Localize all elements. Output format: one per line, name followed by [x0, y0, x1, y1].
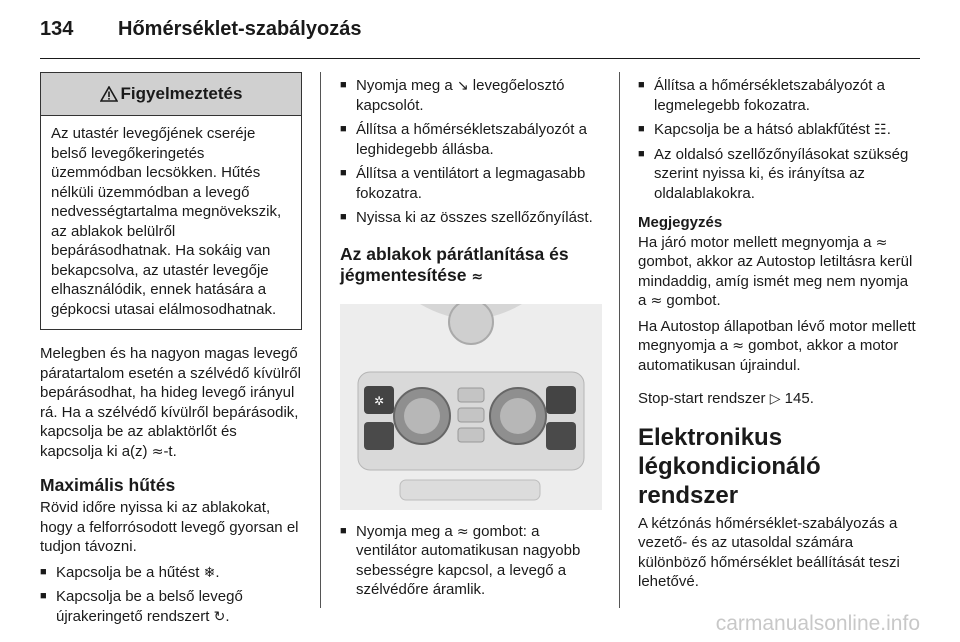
note-paragraph-1: Ha járó motor mellett megnyomja a ≈ gombot, akkor az Autostop letiltásra kerül mindaddig, amíg ismét meg nem nyomja a ≈ gombot.: [638, 233, 913, 309]
warning-text: Az utastér levegőjének cseréje belső levegőkeringetés üzemmódban lecsökken. Hűtés nélküli üzemmódban a levegő nedvességtartalma megnövekszik, az ablakok belülről bepárásodhatnak. Ha sokáig van bekapcsolva, az utastér levegője elhasználódik, ennek hatására a gépkocsi utasai elálmosodhatnak.: [51, 125, 282, 318]
column-divider-2: [619, 72, 620, 608]
list-item: ■ Kapcsolja be a belső levegő újrakeringető rendszert ↻.: [40, 587, 302, 626]
list-cooling-steps: [340, 76, 602, 228]
page-reference-icon: ▷: [769, 391, 781, 407]
note-paragraph-2: Ha Autostop állapotban lévő motor mellett megnyomja a ≈ gombot, akkor a motor automatikusan újraindul.: [638, 317, 916, 374]
column-left: [40, 72, 302, 631]
list-item: ■ Állítsa a ventilátort a legmagasabb fokozatra.: [340, 164, 602, 203]
air-recirculation-icon: ↻: [213, 608, 226, 625]
paragraph-electronic-ac: A kétzónás hőmérséklet-szabályozás a vezető- és az utasoldal számára különböző hőmérséklet beállítását teszi lehetővé.: [638, 514, 900, 590]
list-heating-steps: [638, 76, 920, 203]
column-divider-1: [320, 72, 321, 608]
windscreen-defrost-icon: ≈: [471, 268, 484, 285]
windscreen-defrost-icon: ≈: [650, 293, 663, 309]
list-item: ■ Állítsa a hőmérsékletszabályozót a legmelegebb fokozatra.: [638, 76, 920, 115]
list-item: ■ Nyomja meg a ↘ levegőelosztó kapcsolót.: [340, 76, 602, 115]
warning-box: [40, 72, 302, 330]
paragraph-max-cooling-intro: Rövid időre nyissa ki az ablakokat, hogy a felforrósodott levegő gyorsan el tudjon távozni.: [40, 499, 299, 555]
windscreen-defrost-icon: ≈: [732, 338, 744, 354]
list-max-cooling: [40, 563, 302, 627]
list-item: ■ Állítsa a hőmérsékletszabályozót a leghidegebb állásba.: [340, 120, 602, 159]
heading-electronic-ac: Elektronikus légkondicionáló rendszer: [638, 423, 821, 509]
column-right: [638, 72, 920, 592]
list-item: ■ Nyissa ki az összes szellőzőnyílást.: [340, 208, 602, 228]
air-distribution-icon: ↘: [456, 78, 469, 94]
reference-stop-start[interactable]: Stop-start rendszer ▷ 145.: [638, 390, 814, 407]
warning-label: Figyelmeztetés: [120, 84, 243, 104]
page-number: 134: [40, 18, 74, 40]
header-rule: [40, 58, 920, 59]
warning-triangle-icon: [100, 86, 118, 102]
list-item: ■ Nyomja meg a ≈ gombot: a ventilátor automatikusan nagyobb sebességre kapcsol, a levegő a szélvédőre áramlik.: [340, 522, 602, 600]
windscreen-defrost-icon: ≈: [151, 443, 164, 460]
list-item: ■ Kapcsolja be a hátsó ablakfűtést ☷.: [638, 120, 920, 140]
svg-text:✲: ✲: [373, 393, 385, 408]
list-item: ■ Az oldalsó szellőzőnyílásokat szükség szerint nyissa ki, és irányítsa az oldalablakokra.: [638, 145, 920, 204]
heading-max-cooling: Maximális hűtés: [40, 475, 176, 495]
page-title: Hőmérséklet-szabályozás: [118, 18, 362, 40]
list-item: ■ Kapcsolja be a hűtést ❄.: [40, 563, 302, 583]
warning-header: [41, 73, 301, 116]
paragraph-fogging: Melegben és ha nagyon magas levegő páratartalom esetén a szélvédő kívülről bepárásodhat, ha hideg levegő irányul rá. Ha a szélvédő kívülről bepárásodik, kapcsolja be az ablaktörlőt és kapcsolja ki a(z) ≈-t.: [40, 345, 301, 460]
heading-defrost: Az ablakok párátlanítása és jégmentesítése ≈: [340, 243, 569, 285]
list-defrost: [340, 522, 602, 600]
watermark: carmanualsonline.info: [715, 612, 920, 635]
windscreen-defrost-icon: ≈: [875, 234, 888, 251]
snowflake-ac-icon: ❄: [203, 564, 216, 581]
column-middle: [340, 72, 602, 605]
reference-page-number[interactable]: 145: [784, 390, 810, 407]
rear-window-heating-icon: ☷: [874, 122, 887, 138]
climate-control-panel-photo: [340, 304, 602, 510]
note-heading: Megjegyzés: [638, 214, 723, 231]
windscreen-defrost-icon: ≈: [456, 523, 469, 540]
